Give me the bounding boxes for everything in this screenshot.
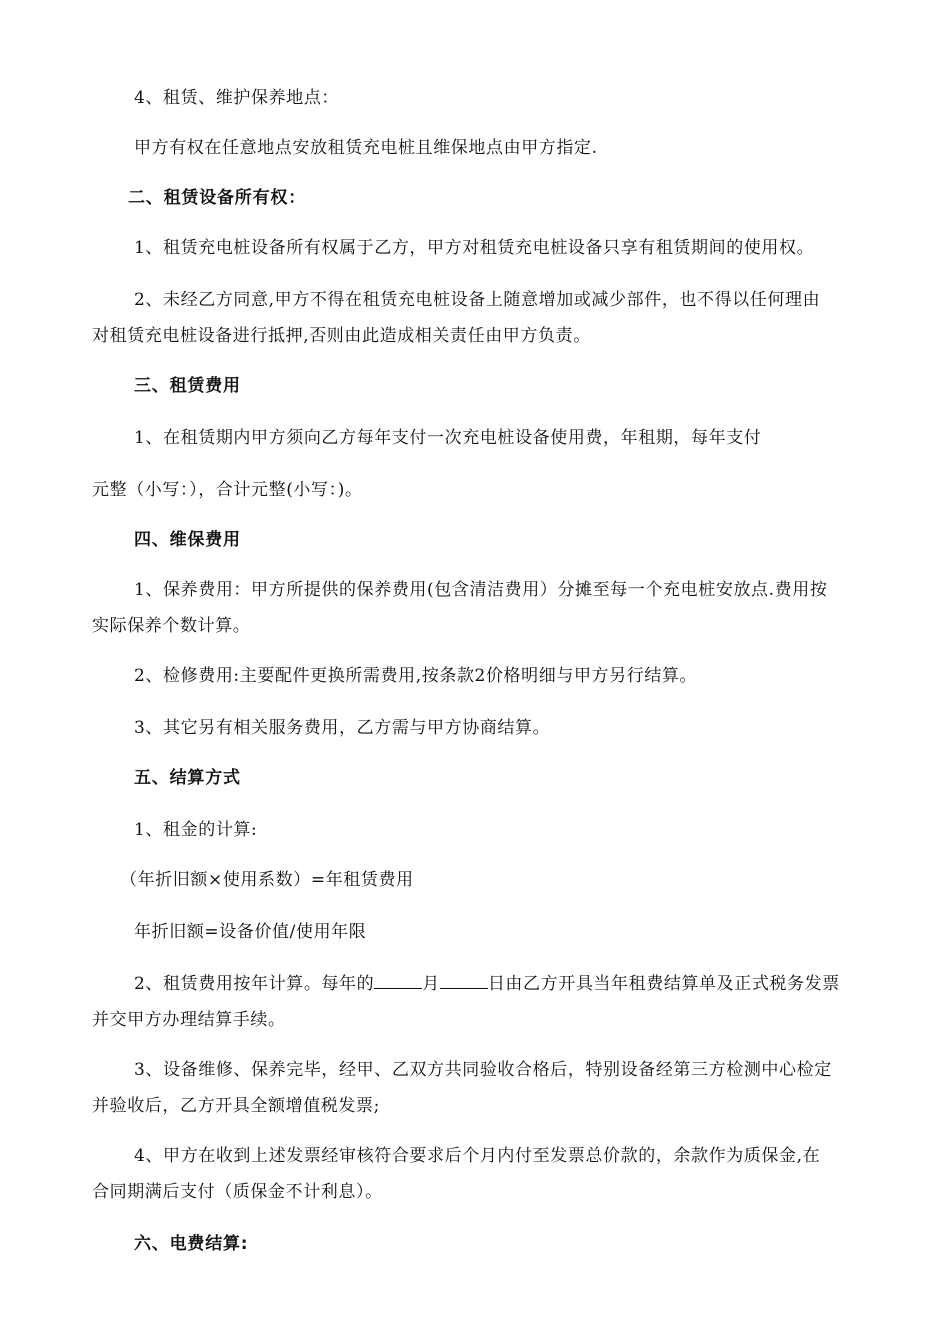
paragraph: 甲方有权在任意地点安放租赁充电桩且维保地点由甲方指定. xyxy=(134,138,598,158)
paragraph-line: 对租赁充电桩设备进行抵押,否则由此造成相关责任由甲方负责。 xyxy=(92,326,591,346)
paragraph: 1、租金的计算: xyxy=(134,820,258,840)
text-segment: 月 xyxy=(422,974,440,994)
paragraph-line: 元整（小写：），合计元整(小写：)。 xyxy=(92,480,363,500)
paragraph-line: 1、保养费用：甲方所提供的保养费用(包含清洁费用）分摊至每一个充电桩安放点.费用按 xyxy=(134,580,828,600)
paragraph-line: 合同期满后支付（质保金不计利息）。 xyxy=(92,1182,383,1202)
paragraph-line: 实际保养个数计算。 xyxy=(92,616,251,636)
paragraph-line: 3、设备维修、保养完毕，经甲、乙双方共同验收合格后，特别设备经第三方检测中心检定 xyxy=(134,1060,832,1080)
paragraph: 1、租赁充电桩设备所有权属于乙方，甲方对租赁充电桩设备只享有租赁期间的使用权。 xyxy=(134,238,815,258)
blank-underline xyxy=(440,970,488,989)
paragraph: 3、其它另有相关服务费用，乙方需与甲方协商结算。 xyxy=(134,718,551,738)
blank-underline xyxy=(374,970,422,989)
formula-line: （年折旧额×使用系数）=年租赁费用 xyxy=(120,870,414,890)
text-segment: 日由乙方开具当年租费结算单及正式税务发票 xyxy=(487,974,840,994)
paragraph-line: 并交甲方办理结算手续。 xyxy=(92,1010,286,1030)
paragraph-line: 并验收后，乙方开具全额增值税发票; xyxy=(92,1096,380,1116)
text-segment: 2、租赁费用按年计算。每年的 xyxy=(134,974,375,994)
paragraph: 2、检修费用:主要配件更换所需费用,按条款2价格明细与甲方另行结算。 xyxy=(134,666,698,686)
paragraph-line xyxy=(134,970,840,996)
section-heading: 五、结算方式 xyxy=(134,768,241,788)
section-heading: 六、电费结算: xyxy=(134,1234,249,1254)
paragraph: 4、租赁、维护保养地点： xyxy=(134,88,340,108)
paragraph-line: 2、未经乙方同意,甲方不得在租赁充电桩设备上随意增加或减少部件，也不得以任何理由 xyxy=(134,290,821,310)
formula-line: 年折旧额=设备价值/使用年限 xyxy=(134,922,367,942)
section-heading: 三、租赁费用 xyxy=(134,376,241,396)
section-heading: 四、维保费用 xyxy=(134,530,241,550)
section-heading: 二、租赁设备所有权： xyxy=(128,188,306,208)
paragraph-line: 4、甲方在收到上述发票经审核符合要求后个月内付至发票总价款的，余款作为质保金,在 xyxy=(134,1146,821,1166)
paragraph-line: 1、在租赁期内甲方须向乙方每年支付一次充电桩设备使用费，年租期，每年支付 xyxy=(134,428,762,448)
